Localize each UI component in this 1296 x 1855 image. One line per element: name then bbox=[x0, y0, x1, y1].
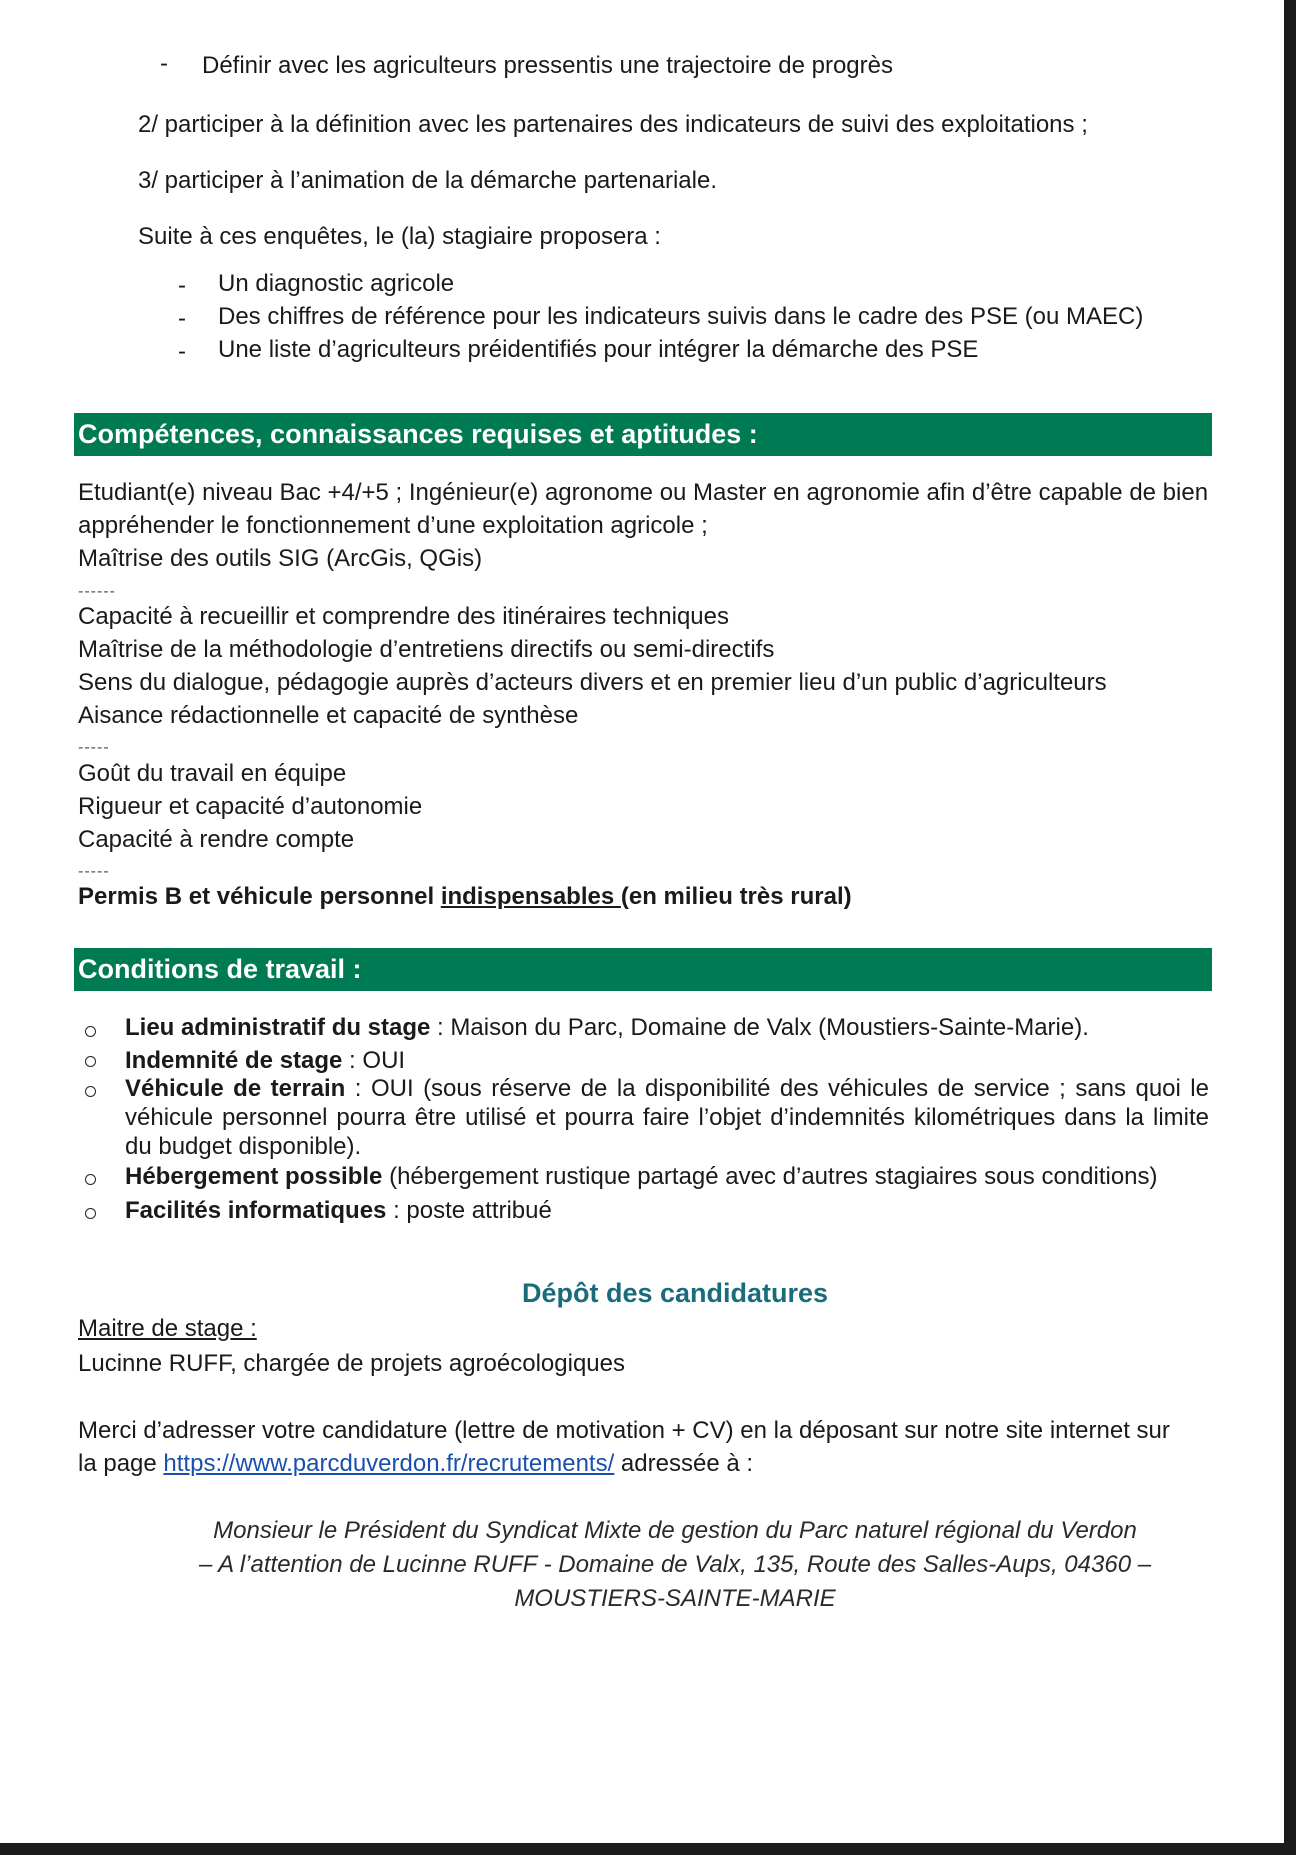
permit-requirement: Permis B et véhicule personnel indispensables (en milieu très rural) bbox=[78, 883, 852, 910]
skills-line: Maîtrise de la méthodologie d’entretiens directifs ou semi-directifs bbox=[78, 636, 775, 663]
supervisor-label: Maitre de stage : bbox=[78, 1315, 257, 1342]
condition-item: Hébergement possible (hébergement rustique partagé avec d’autres stagiaires sous conditions) bbox=[125, 1163, 1158, 1190]
goal-item-3: 3/ participer à l’animation de la démarche partenariale. bbox=[138, 167, 717, 194]
skills-line: Maîtrise des outils SIG (ArcGis, QGis) bbox=[78, 545, 483, 572]
list-dash: - bbox=[178, 305, 186, 332]
skills-line: Goût du travail en équipe bbox=[78, 760, 347, 787]
list-dash: - bbox=[160, 50, 168, 77]
proposals-lead: Suite à ces enquêtes, le (la) stagiaire proposera : bbox=[138, 223, 661, 250]
permit-emphasis: indispensables bbox=[440, 883, 621, 910]
skills-line: Etudiant(e) niveau Bac +4/+5 ; Ingénieur(e) agronome ou Master en agronomie afin d’être capable de bien bbox=[78, 479, 1209, 506]
list-item: Un diagnostic agricole bbox=[218, 270, 455, 297]
list-dash: - bbox=[178, 338, 186, 365]
address-line: – A l’attention de Lucinne RUFF - Domaine de Valx, 135, Route des Salles-Aups, 04360 – bbox=[198, 1551, 1152, 1578]
separator: ----- bbox=[78, 863, 110, 880]
skills-line: Capacité à recueillir et comprendre des itinéraires techniques bbox=[78, 603, 729, 630]
supervisor-name: Lucinne RUFF, chargée de projets agroécologiques bbox=[78, 1350, 625, 1377]
condition-item: Indemnité de stage : OUI bbox=[125, 1047, 406, 1074]
application-title: Dépôt des candidatures bbox=[521, 1278, 829, 1308]
application-instructions: Merci d’adresser votre candidature (lettre de motivation + CV) en la déposant sur notre site internet sur bbox=[78, 1417, 1170, 1444]
skills-line: Aisance rédactionnelle et capacité de synthèse bbox=[78, 702, 579, 729]
condition-item: Lieu administratif du stage : Maison du Parc, Domaine de Valx (Moustiers-Sainte-Marie). bbox=[125, 1014, 1089, 1041]
list-dash: - bbox=[178, 272, 186, 299]
list-item: Des chiffres de référence pour les indicateurs suivis dans le cadre des PSE (ou MAEC) bbox=[218, 303, 1144, 330]
skills-line: Sens du dialogue, pédagogie auprès d’acteurs divers et en premier lieu d’un public d’agriculteurs bbox=[78, 669, 1107, 696]
condition-item: Facilités informatiques : poste attribué bbox=[125, 1197, 552, 1224]
section-header-conditions: Conditions de travail : bbox=[74, 948, 1212, 991]
list-item: Une liste d’agriculteurs préidentifiés pour intégrer la démarche des PSE bbox=[218, 336, 979, 363]
skills-line: appréhender le fonctionnement d’une exploitation agricole ; bbox=[78, 512, 708, 539]
recruitment-link[interactable]: https://www.parcduverdon.fr/recrutements/ bbox=[163, 1450, 615, 1477]
bullet-circle-icon bbox=[85, 1056, 96, 1067]
separator: ----- bbox=[78, 739, 110, 756]
skills-line: Capacité à rendre compte bbox=[78, 826, 355, 853]
section-header-skills: Compétences, connaissances requises et aptitudes : bbox=[74, 413, 1212, 456]
condition-item: Véhicule de terrain : OUI (sous réserve de la disponibilité des véhicules de service ; sans quoi le véhicule personnel pourra être utilisé et pourra faire l’objet d’indemnités kilométriques dans la limite du budget disponible). bbox=[125, 1075, 1209, 1160]
address-line: MOUSTIERS-SAINTE-MARIE bbox=[514, 1585, 836, 1612]
bullet-circle-icon bbox=[85, 1086, 96, 1097]
bullet-circle-icon bbox=[85, 1026, 96, 1037]
skills-line: Rigueur et capacité d’autonomie bbox=[78, 793, 423, 820]
separator: ------ bbox=[78, 583, 116, 600]
bullet-circle-icon bbox=[85, 1208, 96, 1219]
address-line: Monsieur le Président du Syndicat Mixte de gestion du Parc naturel régional du Verdon bbox=[213, 1517, 1137, 1544]
goal-item-2: 2/ participer à la définition avec les partenaires des indicateurs de suivi des exploitations ; bbox=[138, 111, 1088, 138]
list-item: Définir avec les agriculteurs pressentis une trajectoire de progrès bbox=[202, 52, 893, 79]
application-instructions: la page https://www.parcduverdon.fr/recrutements/ adressée à : bbox=[78, 1450, 754, 1477]
bullet-circle-icon bbox=[85, 1174, 96, 1185]
